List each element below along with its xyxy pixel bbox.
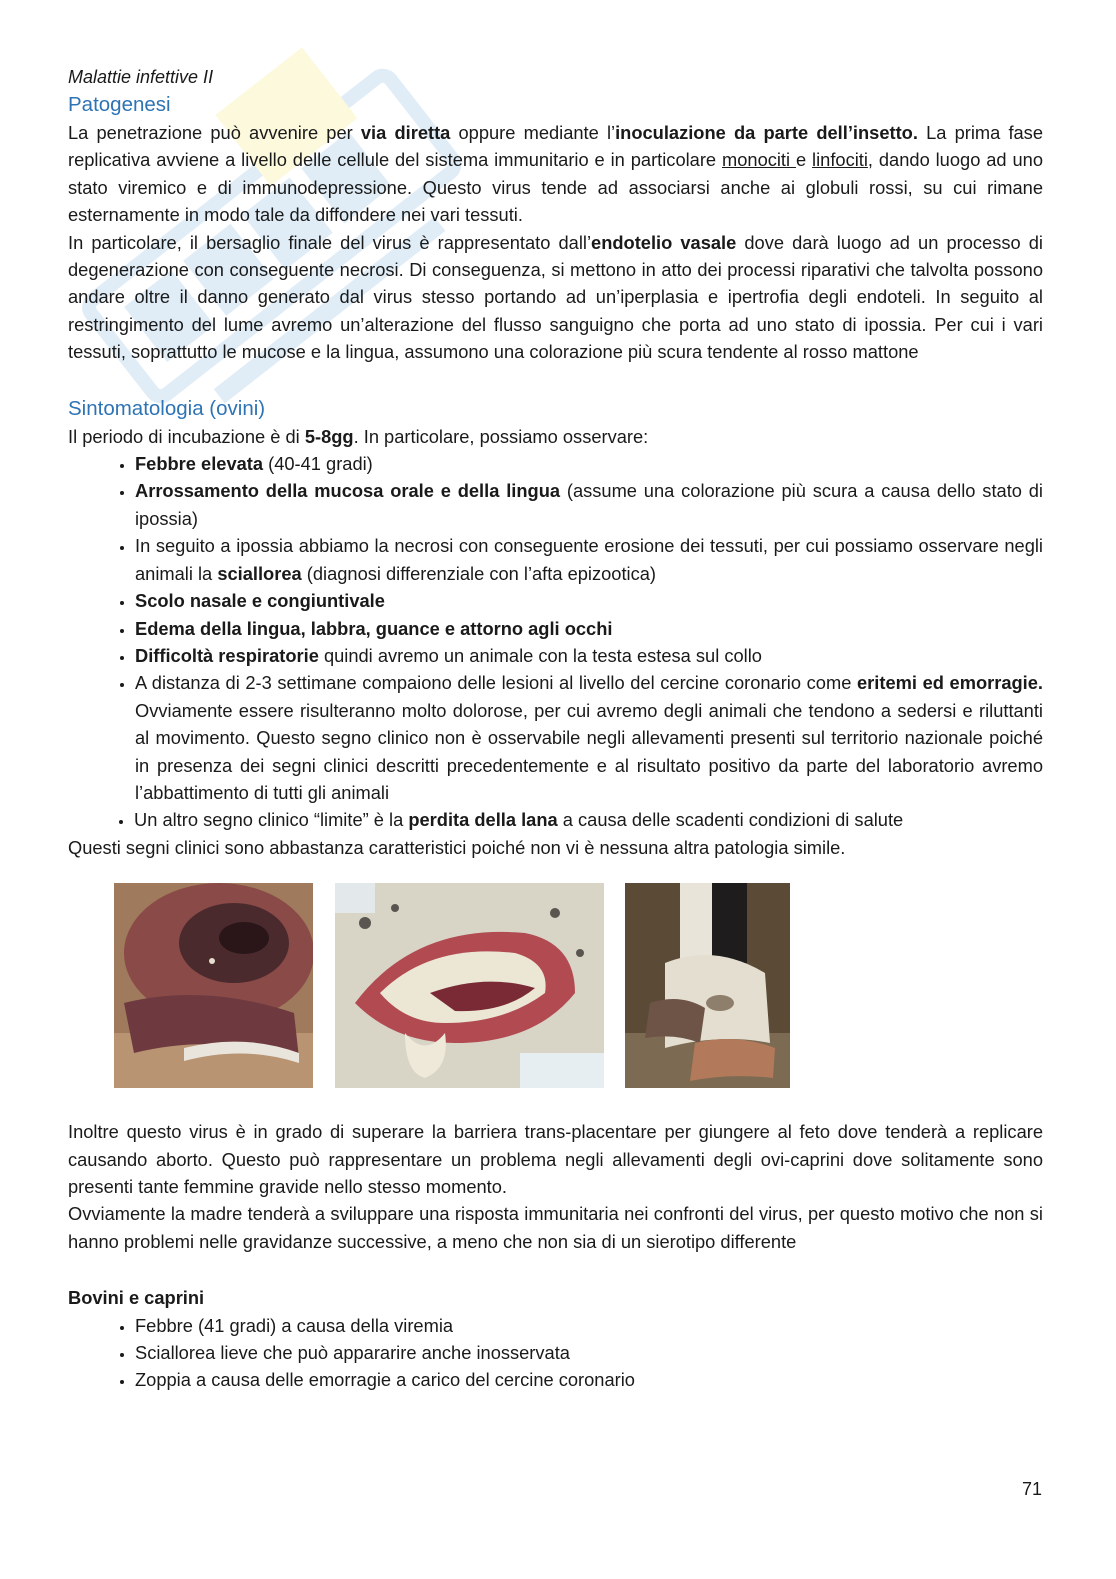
list-item: • In seguito a ipossia abbiamo la necrosi con conseguente erosione dei tessuti, per cui possiamo osservare negli animali la sciallorea (diagnosi differenziale con l’afta epizootica) (135, 532, 1043, 587)
list-item: • Febbre elevata (40-41 gradi) (135, 450, 1043, 477)
paragraph-closing-sintomatologia: Questi segni clinici sono abbastanza caratteristici poiché non vi è nessuna altra patologia simile. (68, 836, 846, 858)
term-monociti: monociti (722, 149, 796, 171)
hoof-coronary-band-photo (625, 883, 790, 1088)
paragraph-risposta-immunitaria: Ovviamente la madre tenderà a sviluppare una risposta immunitaria nei confronti del virus, per questo motivo che non si hanno problemi nelle gravidanze successive, a meno che non sia di un sierotipo differente (68, 1203, 1043, 1252)
symptom-list-ovini (68, 450, 1043, 834)
list-item: • Un altro segno clinico “limite” è la perdita della lana a causa delle scadenti condizioni di salute (134, 806, 1043, 833)
list-item: • Arrossamento della mucosa orale e della lingua (assume una colorazione più scura a causa dello stato di ipossia) (135, 477, 1043, 532)
symptom-list-bovini (68, 1312, 1043, 1394)
list-item: • Sciallorea lieve che può appararire anche inosservata (135, 1339, 1043, 1366)
list-item: • A distanza di 2-3 settimane compaiono delle lesioni al livello del cercine coronario come eritemi ed emorragie. Ovviamente essere risulteranno molto dolorose, per cui avremo degli animali che tendono a sedersi e riluttanti al movimento. Questo segno clinico non è osservabile negli allevamenti presenti sul territorio nazionale poiché in presenza dei segni clinici descritti precedentemente e al risultato positivo da parte del laboratorio avremo l’abbattimento di tutti gli animali (135, 669, 1043, 806)
paragraph-patogenesi-2: In particolare, il bersaglio finale del virus è rappresentato dall’endotelio vasale dove darà luogo ad un processo di degenerazione con conseguente necrosi. Di conseguenza, si mettono in atto dei processi riparativi che talvolta possono andare oltre il danno generato dal virus stesso portando ad un’iperplasia e ipertrofia degli endoteli. In seguito al restringimento del lume avremo un’alterazione del flusso sanguigno che porta ad uno stato di ipossia. Per cui i vari tessuti, soprattutto le mucose e la lingua, assumono una colorazione più scura tendente al rosso mattone (68, 231, 1043, 363)
list-item: • Febbre (41 gradi) a causa della viremia (135, 1312, 1043, 1339)
paragraph-patogenesi-1: La penetrazione può avvenire per via diretta oppure mediante l’inoculazione da parte dell’insetto. La prima fase replicativa avviene a livello delle cellule del sistema immunitario e in particolare monociti e linfociti, dando luogo ad uno stato viremico e di immunodepressione. Questo virus tende ad associarsi anche ai globuli rossi, su cui rimane esternamente in modo tale da diffondere nei vari tessuti. (68, 122, 1043, 226)
list-item: • Scolo nasale e congiuntivale (135, 587, 1043, 614)
list-item: • Zoppia a causa delle emorragie a carico del cercine coronario (135, 1366, 1043, 1393)
list-item: • Difficoltà respiratorie quindi avremo un animale con la testa estesa sul collo (135, 642, 1043, 669)
paragraph-incubazione: Il periodo di incubazione è di 5-8gg. In particolare, possiamo osservare: (68, 425, 649, 447)
section-heading-bovini-caprini: Bovini e caprini (68, 1287, 205, 1309)
section-heading-patogenesi: Patogenesi (68, 93, 171, 116)
document-page (68, 64, 1043, 1394)
running-head: Malattie infettive II (68, 67, 214, 87)
figure-row (68, 883, 1043, 1088)
list-item: • Edema della lingua, labbra, guance e attorno agli occhi (135, 615, 1043, 642)
paragraph-trans-placentare: Inoltre questo virus è in grado di superare la barriera trans-placentare per giungere al feto dove tenderà a replicare causando aborto. Questo può rappresentare un problema negli allevamenti degli ovi-caprini dove solitamente sono presenti tante femmine gravide nello stesso momento. (68, 1121, 1043, 1197)
muzzle-lesion-photo (114, 883, 313, 1088)
mouth-mucosa-photo (335, 883, 604, 1088)
page-number: 71 (1021, 1479, 1042, 1499)
term-linfociti: linfociti (812, 149, 868, 171)
section-heading-sintomatologia: Sintomatologia (ovini) (68, 396, 266, 420)
